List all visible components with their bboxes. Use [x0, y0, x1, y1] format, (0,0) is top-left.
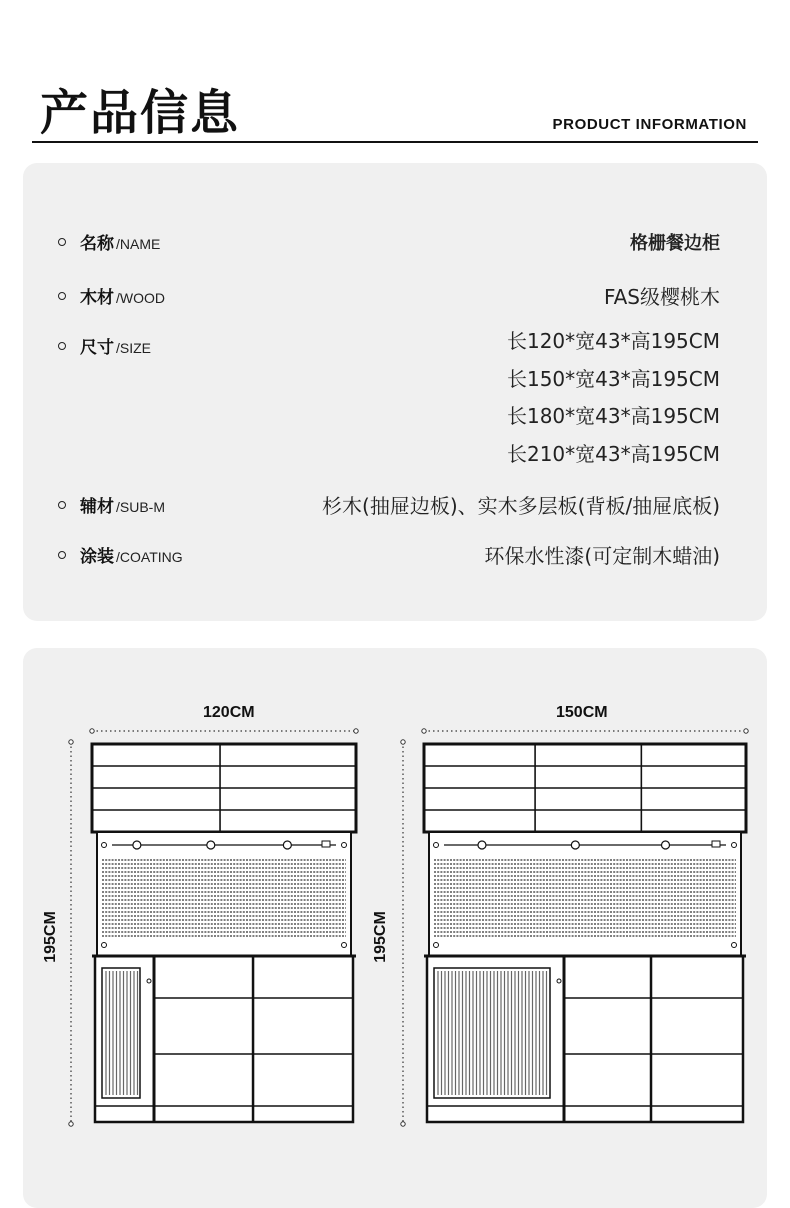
info-value-coating: 环保水性漆(可定制木蜡油): [484, 544, 720, 568]
bullet-icon: [58, 342, 66, 350]
door-knob: [147, 979, 151, 983]
label-cn: 名称: [80, 234, 114, 254]
info-label: [80, 333, 151, 358]
info-label: [80, 283, 165, 308]
grille-section: [97, 832, 351, 956]
size-option: 长120*宽43*高195CM: [506, 329, 720, 353]
dimension-end: [69, 740, 73, 744]
cabinet-diagram-150: [392, 720, 752, 1140]
screw: [434, 943, 439, 948]
size-option: 长210*宽43*高195CM: [506, 441, 720, 466]
info-panel: [23, 163, 767, 621]
info-value-name: 格栅餐边柜: [630, 233, 720, 254]
title-divider: [32, 141, 758, 143]
dimension-end: [422, 729, 426, 733]
bullet-icon: [58, 501, 66, 509]
label-en: /NAME: [116, 236, 161, 252]
label-en: /SUB-M: [116, 499, 165, 515]
info-value-wood: FAS级樱桃木: [603, 285, 720, 309]
screw: [342, 843, 347, 848]
label-en: /SIZE: [116, 340, 152, 356]
label-cn: 尺寸: [80, 338, 114, 358]
hook: [662, 841, 670, 849]
bullet-icon: [58, 238, 66, 246]
screw: [434, 843, 439, 848]
dimension-end: [401, 1122, 405, 1126]
screw: [102, 843, 107, 848]
width-label-150: 150CM: [556, 704, 608, 721]
hook: [207, 841, 215, 849]
hook: [571, 841, 579, 849]
screw: [342, 943, 347, 948]
width-label-120: 120CM: [203, 704, 255, 721]
info-value-sub: 杉木(抽屉边板)、实木多层板(背板/抽屉底板): [322, 494, 720, 518]
screw: [102, 943, 107, 948]
screw: [732, 843, 737, 848]
height-label-150: 195CM: [371, 911, 389, 963]
grille-section: [429, 832, 741, 956]
hook: [283, 841, 291, 849]
bullet-icon: [58, 551, 66, 559]
page-title: 产品信息: [40, 85, 241, 141]
info-label: [80, 229, 160, 254]
dimension-end: [69, 1122, 73, 1126]
label-cn: 涂装: [80, 547, 114, 567]
label-en: /COATING: [116, 549, 183, 565]
label-cn: 木材: [80, 288, 114, 308]
bullet-icon: [58, 292, 66, 300]
screw: [732, 943, 737, 948]
cabinet-diagram-120: [60, 720, 370, 1140]
dimension-end: [90, 729, 94, 733]
dimension-end: [744, 729, 748, 733]
door-knob: [557, 979, 561, 983]
dimension-end: [354, 729, 358, 733]
page-title-en: PRODUCT INFORMATION: [552, 116, 747, 133]
switch: [712, 841, 720, 847]
size-option: 长180*宽43*高195CM: [506, 404, 720, 428]
info-value-size: [507, 323, 720, 473]
label-cn: 辅材: [80, 497, 114, 517]
size-option: 长150*宽43*高195CM: [506, 366, 720, 391]
switch: [322, 841, 330, 847]
hook: [478, 841, 486, 849]
label-en: /WOOD: [116, 290, 165, 306]
info-label: [80, 492, 165, 517]
dimension-end: [401, 740, 405, 744]
hook: [133, 841, 141, 849]
info-label: [80, 542, 183, 567]
height-label-120: 195CM: [41, 911, 59, 963]
